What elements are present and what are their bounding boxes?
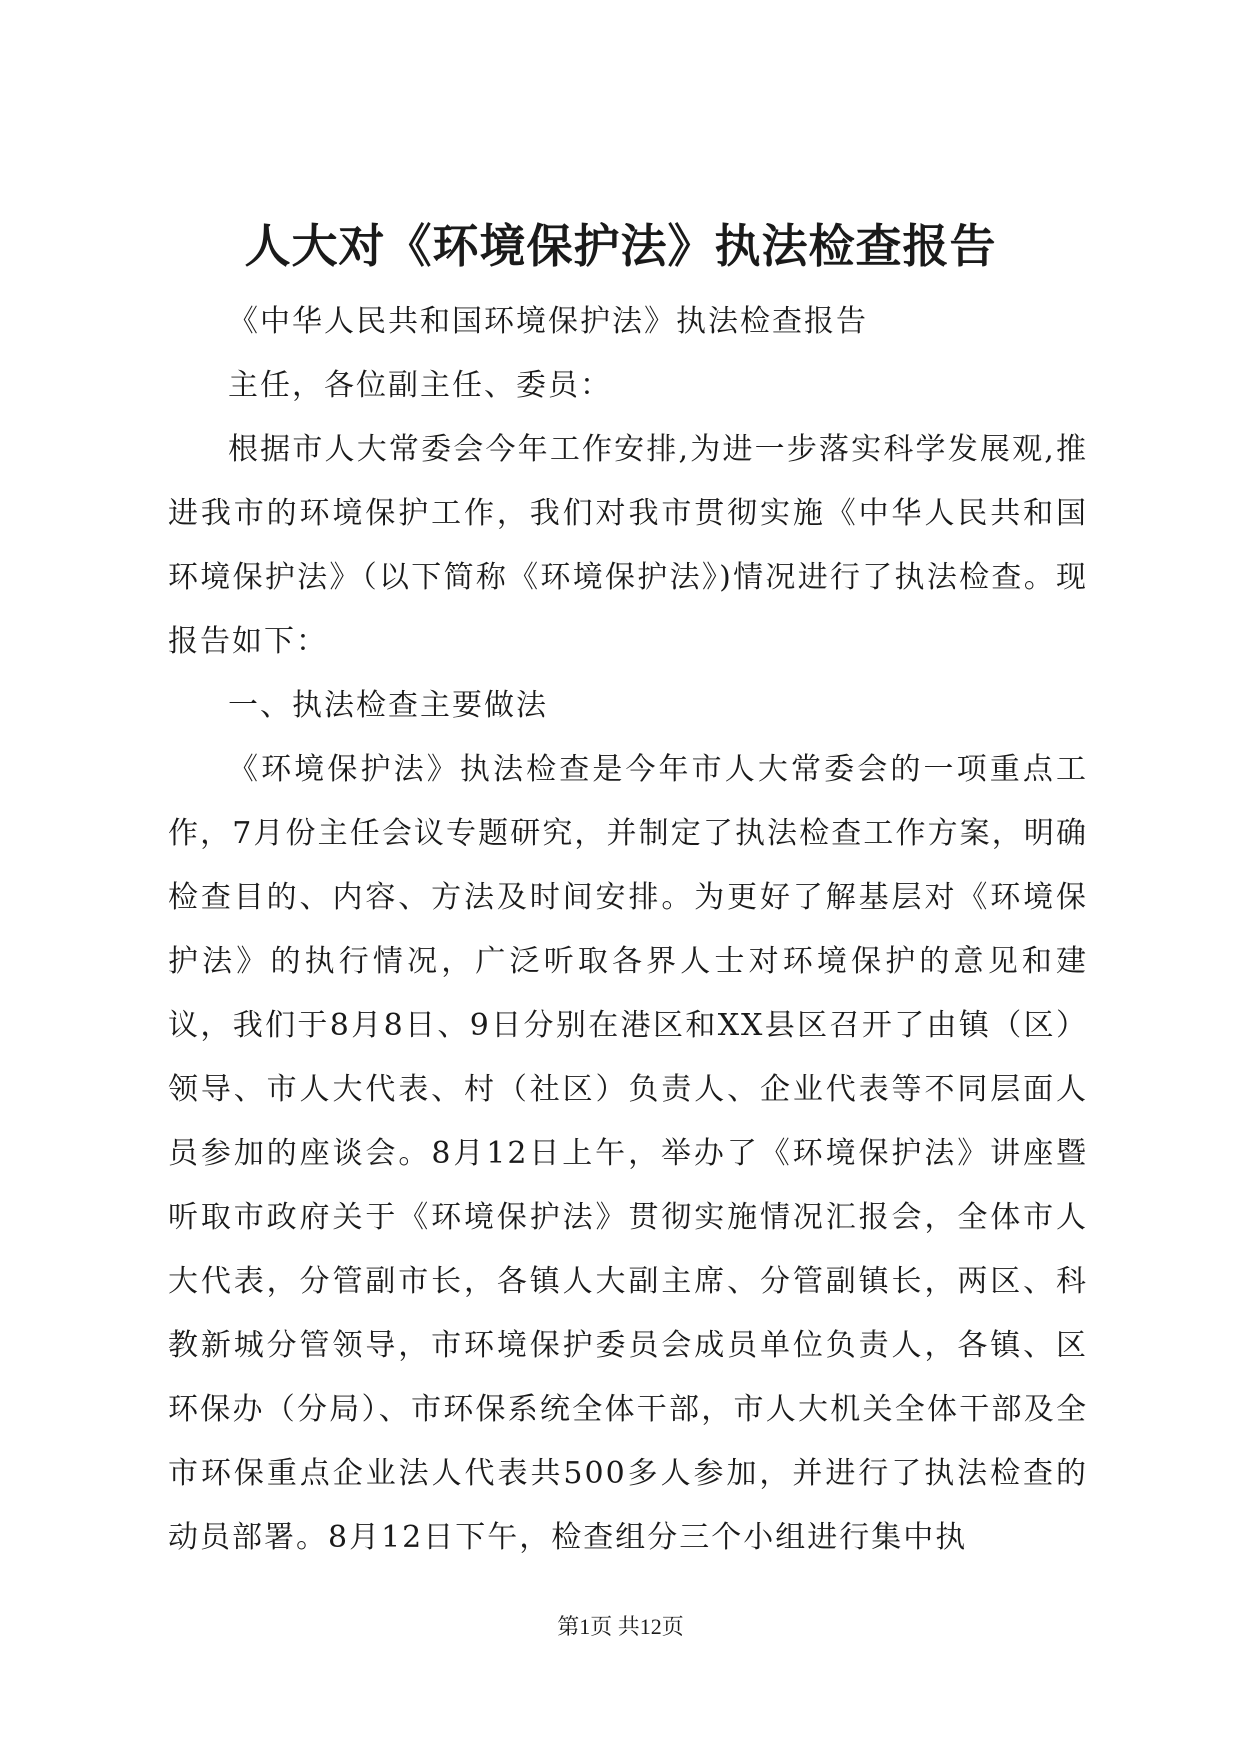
section-heading: 一、执法检查主要做法	[228, 688, 548, 723]
page-footer: 第1页 共12页	[557, 1614, 684, 1639]
paragraph-salutation: 主任，各位副主任、委员：	[228, 368, 612, 403]
document-title: 人大对《环境保护法》执法检查报告	[244, 219, 997, 273]
paragraph-subtitle: 《中华人民共和国环境保护法》执法检查报告	[228, 304, 868, 339]
document-body	[168, 290, 1088, 1570]
paragraph-intro: 根据市人大常委会今年工作安排,为进一步落实科学发展观,推进我市的环境保护工作，我们对我市贯彻实施《中华人民共和国环境保护法》（以下简称《环境保护法》)情况进行了执法检查。现报告如下：	[168, 432, 1088, 659]
paragraph-section-body: 《环境保护法》执法检查是今年市人大常委会的一项重点工作，7月份主任会议专题研究，并制定了执法检查工作方案，明确检查目的、内容、方法及时间安排。为更好了解基层对《环境保护法》的执行情况，广泛听取各界人士对环境保护的意见和建议，我们于8月8日、9日分别在港区和XX县区召开了由镇（区）领导、市人大代表、村（社区）负责人、企业代表等不同层面人员参加的座谈会。8月12日上午，举办了《环境保护法》讲座暨听取市政府关于《环境保护法》贯彻实施情况汇报会，全体市人大代表，分管副市长，各镇人大副主席、分管副镇长，两区、科教新城分管领导，市环境保护委员会成员单位负责人，各镇、区环保办（分局）、市环保系统全体干部，市人大机关全体干部及全市环保重点企业法人代表共500多人参加，并进行了执法检查的动员部署。8月12日下午，检查组分三个小组进行集中执	[168, 752, 1088, 1555]
